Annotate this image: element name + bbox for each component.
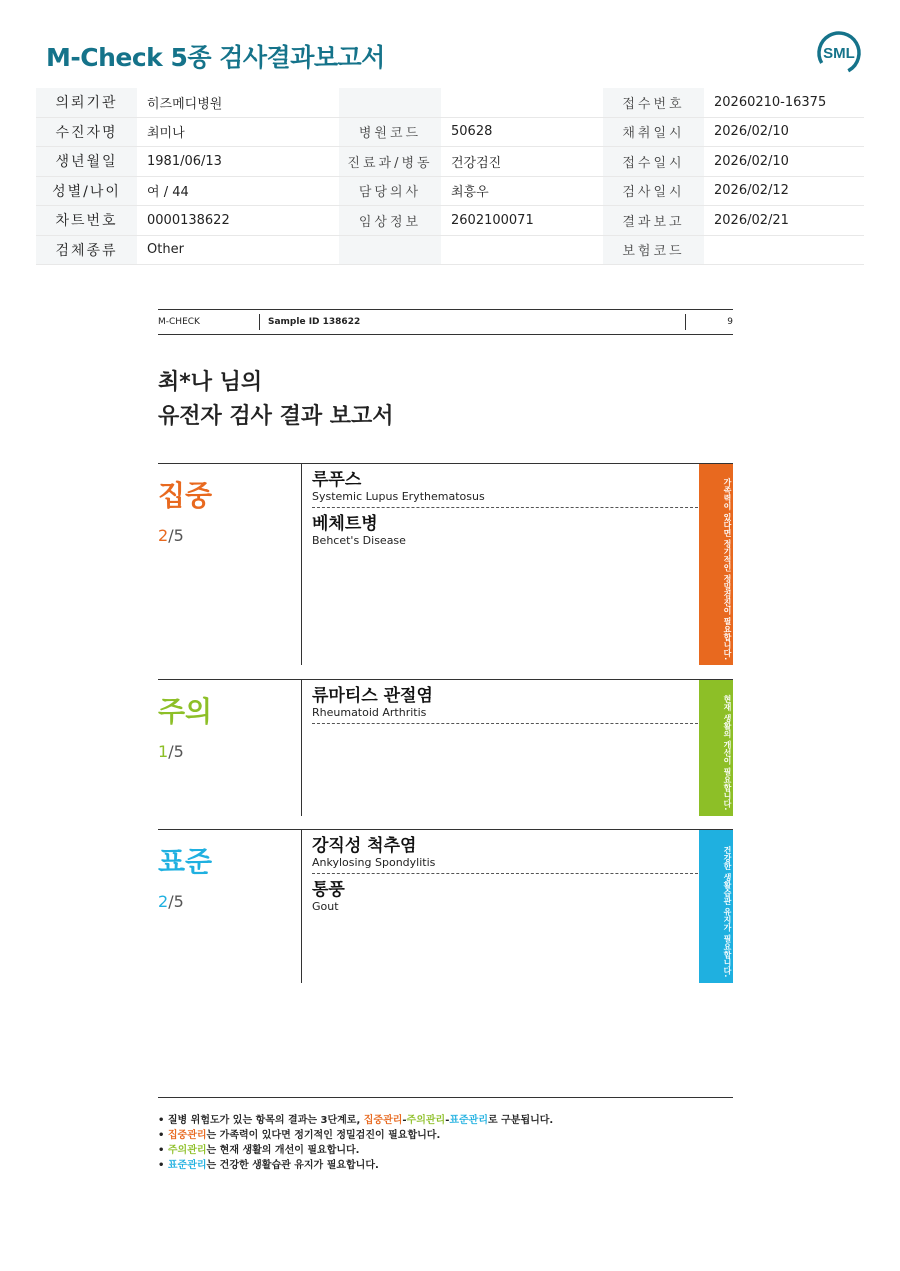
note-line: • 집중관리는 가족력이 있다면 정기적인 정밀검진이 필요합니다. — [158, 1130, 441, 1141]
section-focus — [158, 463, 733, 665]
info-label: 담당의사 — [339, 176, 441, 206]
note-line: • 표준관리는 건강한 생활습관 유지가 필요합니다. — [158, 1160, 379, 1171]
info-label: 채취일시 — [603, 117, 704, 147]
report-title: M-Check 5종 검사결과보고서 — [46, 43, 385, 72]
footer-divider — [158, 1097, 733, 1098]
section-category: 표준 — [158, 845, 213, 878]
info-label: 접수일시 — [603, 147, 704, 177]
info-label: 결과보고 — [603, 206, 704, 236]
info-row — [36, 176, 864, 206]
info-label: 의뢰기관 — [36, 88, 137, 117]
info-row — [36, 117, 864, 147]
advice-bar: 건강한 생활습관 유지가 필요합니다. — [699, 830, 733, 983]
info-label: 검사일시 — [603, 176, 704, 206]
info-label: 접수번호 — [603, 88, 704, 117]
disease-item: 통풍 Gout — [312, 880, 345, 913]
greeting-subtitle: 유전자 검사 결과 보고서 — [158, 404, 394, 429]
info-label: 생년월일 — [36, 147, 137, 177]
info-label — [339, 88, 441, 117]
disease-item: 루푸스 Systemic Lupus Erythematosus — [312, 470, 698, 508]
info-label: 수진자명 — [36, 117, 137, 147]
section-standard — [158, 829, 733, 983]
info-value: 여 / 44 — [137, 176, 339, 206]
section-score: 2/5 — [158, 526, 184, 545]
info-value: 0000138622 — [137, 206, 339, 236]
info-label: 성별/나이 — [36, 176, 137, 206]
section-divider — [301, 830, 302, 983]
info-row — [36, 88, 864, 117]
info-value: 최흥우 — [441, 176, 603, 206]
page-number: 9 — [727, 317, 733, 327]
info-value: 히즈메디병원 — [137, 88, 339, 117]
report-header-strip — [158, 309, 733, 335]
section-divider — [301, 680, 302, 816]
info-value: 최미나 — [137, 117, 339, 147]
info-row — [36, 235, 864, 265]
info-value — [441, 88, 603, 117]
info-row — [36, 147, 864, 177]
section-divider — [301, 464, 302, 665]
info-label: 진료과/병동 — [339, 147, 441, 177]
section-caution — [158, 679, 733, 816]
info-label — [339, 235, 441, 265]
info-value — [441, 235, 603, 265]
note-line: • 질병 위험도가 있는 항목의 결과는 3단계로, 집중관리-주의관리-표준관리로 구분됩니다. — [158, 1115, 554, 1126]
note-line: • 주의관리는 현재 생활의 개선이 필요합니다. — [158, 1145, 360, 1156]
disease-item: 베체트병 Behcet's Disease — [312, 514, 406, 547]
info-value: 2602100071 — [441, 206, 603, 236]
section-score: 2/5 — [158, 892, 184, 911]
sml-logo — [812, 26, 866, 80]
info-label: 검체종류 — [36, 235, 137, 265]
greeting-name: 최*나 님의 — [158, 370, 263, 395]
greeting — [158, 366, 394, 434]
header-divider — [685, 314, 686, 330]
info-label: 임상정보 — [339, 206, 441, 236]
info-label: 차트번호 — [36, 206, 137, 236]
advice-bar: 가족력이 있다면 정기적인 정밀검진이 필요합니다. — [699, 464, 733, 665]
info-label: 병원코드 — [339, 117, 441, 147]
patient-info-table — [36, 88, 864, 265]
info-value: 2026/02/21 — [704, 206, 864, 236]
advice-bar: 현재 생활의 개선이 필요합니다. — [699, 680, 733, 816]
info-value — [704, 235, 864, 265]
section-category: 주의 — [158, 695, 213, 728]
info-value: 2026/02/12 — [704, 176, 864, 206]
sample-id: Sample ID 138622 — [268, 317, 361, 327]
info-value: 20260210-16375 — [704, 88, 864, 117]
info-value: 2026/02/10 — [704, 147, 864, 177]
info-value: 1981/06/13 — [137, 147, 339, 177]
logo-text: SML — [823, 45, 855, 62]
info-value: Other — [137, 235, 339, 265]
section-score: 1/5 — [158, 742, 184, 761]
header-divider — [259, 314, 260, 330]
info-row — [36, 206, 864, 236]
disease-item: 강직성 척추염 Ankylosing Spondylitis — [312, 836, 698, 874]
disease-item: 류마티스 관절염 Rheumatoid Arthritis — [312, 686, 698, 724]
info-label: 보험코드 — [603, 235, 704, 265]
section-category: 집중 — [158, 479, 213, 512]
info-value: 2026/02/10 — [704, 117, 864, 147]
report-code: M-CHECK — [158, 317, 200, 327]
info-value: 50628 — [441, 117, 603, 147]
info-value: 건강검진 — [441, 147, 603, 177]
footer-notes — [158, 1113, 553, 1173]
